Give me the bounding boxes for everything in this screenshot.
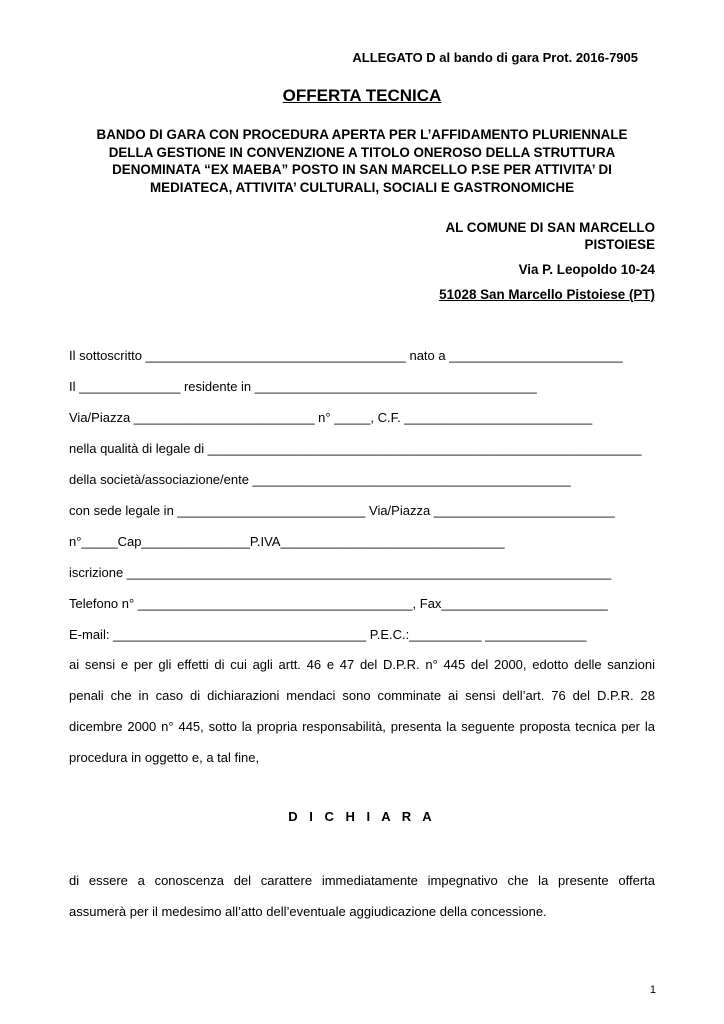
document-title: OFFERTA TECNICA bbox=[282, 86, 442, 105]
paragraph-line: di essere a conoscenza del carattere immediatamente impegnativo che la presente offerta bbox=[69, 873, 655, 888]
form-line-residence: Il ______________ residente in _______________________________________ bbox=[69, 379, 537, 394]
annex-reference: ALLEGATO D al bando di gara Prot. 2016-7905 bbox=[352, 50, 638, 65]
recipient-line-2: PISTOIESE bbox=[584, 237, 655, 252]
form-line-phone-fax: Telefono n° ______________________________________, Fax_______________________ bbox=[69, 596, 608, 611]
form-line-vat: n°_____Cap_______________P.IVA_______________________________ bbox=[69, 534, 505, 549]
page-number: 1 bbox=[649, 984, 656, 996]
tender-subject bbox=[60, 126, 664, 196]
form-line-email-pec: E-mail: ___________________________________ P.E.C.:__________ ______________ bbox=[69, 627, 587, 642]
paragraph-line: procedura in oggetto e, a tal fine, bbox=[69, 750, 260, 765]
form-line-company: della società/associazione/ente ____________________________________________ bbox=[69, 472, 571, 487]
form-line-registered-office: con sede legale in __________________________ Via/Piazza _________________________ bbox=[69, 503, 615, 518]
subject-line: DENOMINATA “EX MAEBA” POSTO IN SAN MARCELLO P.SE PER ATTIVITA’ DI bbox=[112, 162, 612, 177]
paragraph-line: penali che in caso di dichiarazioni mendaci sono comminate ai sensi dell’art. 76 del D.P.R. 28 bbox=[69, 688, 655, 703]
subject-line: DELLA GESTIONE IN CONVENZIONE A TITOLO ONEROSO DELLA STRUTTURA bbox=[108, 144, 616, 160]
form-line-legal-rep: nella qualità di legale di ____________________________________________________________ bbox=[69, 441, 642, 456]
paragraph-line: dicembre 2000 n° 445, sotto la propria responsabilità, presenta la seguente proposta tecnica per la bbox=[69, 719, 655, 734]
subject-line: MEDIATECA, ATTIVITA’ CULTURALI, SOCIALI E GASTRONOMICHE bbox=[149, 179, 575, 195]
form-line-undersigned: Il sottoscritto ____________________________________ nato a ________________________ bbox=[69, 348, 623, 363]
recipient-city: 51028 San Marcello Pistoiese (PT) bbox=[439, 287, 655, 302]
intro-paragraph bbox=[69, 649, 655, 773]
paragraph-line: ai sensi e per gli effetti di cui agli artt. 46 e 47 del D.P.R. n° 445 del 2000, edotto delle sanzioni bbox=[69, 657, 655, 672]
form-line-registration: iscrizione ___________________________________________________________________ bbox=[69, 565, 612, 580]
paragraph-line: assumerà per il medesimo all’atto dell’eventuale aggiudicazione della concessione. bbox=[69, 904, 547, 919]
form-line-address: Via/Piazza _________________________ n° _____, C.F. __________________________ bbox=[69, 410, 593, 425]
subject-line: BANDO DI GARA CON PROCEDURA APERTA PER L’AFFIDAMENTO PLURIENNALE bbox=[96, 127, 628, 142]
declaration-paragraph bbox=[69, 865, 655, 927]
recipient-line-1: AL COMUNE DI SAN MARCELLO bbox=[445, 220, 655, 235]
declaration-heading: D I C H I A R A bbox=[288, 809, 436, 824]
recipient-street: Via P. Leopoldo 10-24 bbox=[518, 262, 655, 277]
